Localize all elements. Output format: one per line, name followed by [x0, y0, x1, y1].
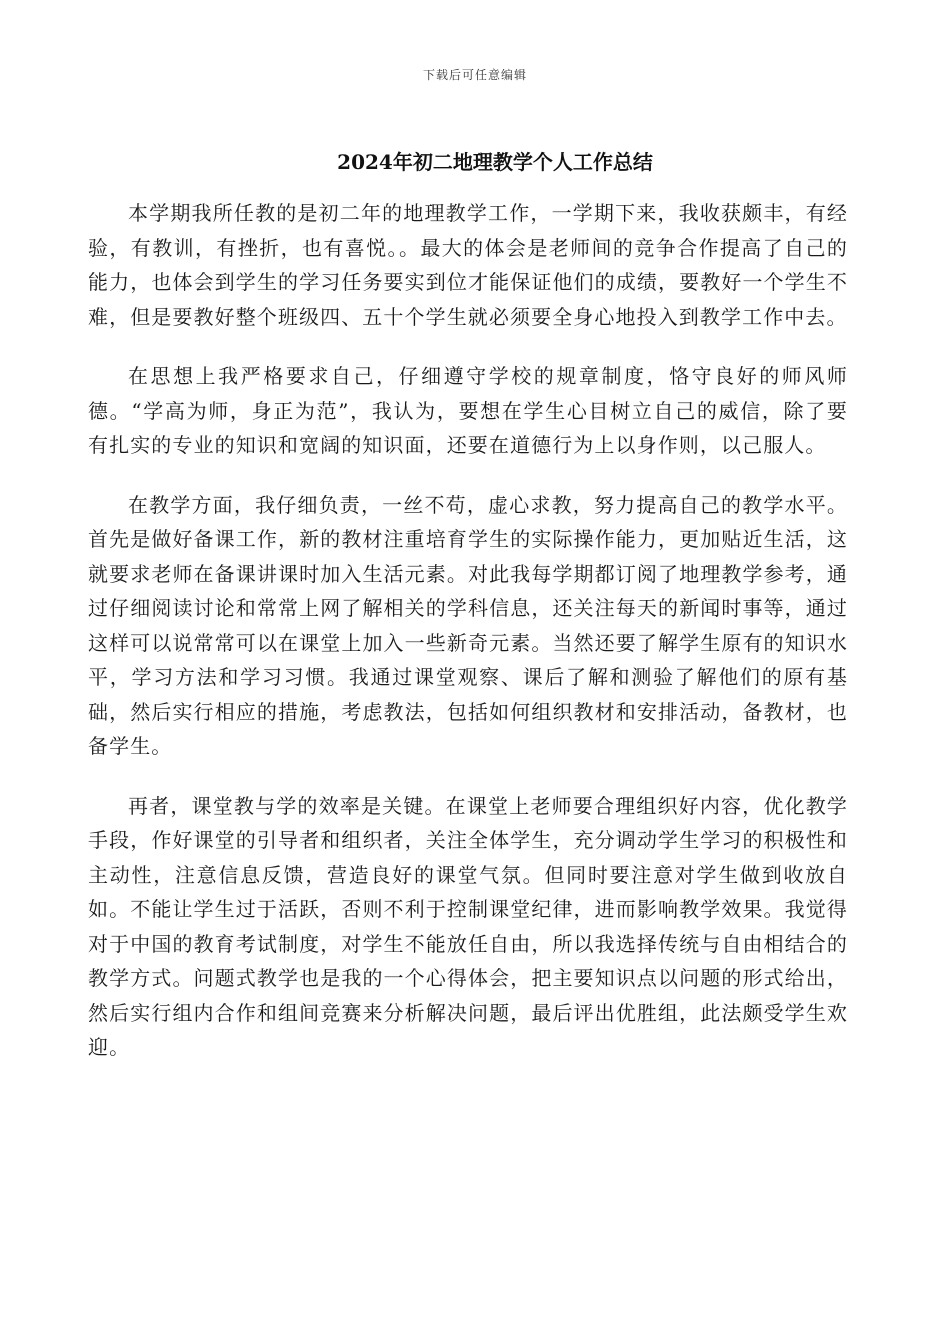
paragraph-3: 在教学方面，我仔细负责，一丝不苟，虚心求教，努力提高自己的教学水平。首先是做好备课工作，新的教材注重培育学生的实际操作能力，更加贴近生活，这就要求老师在备课讲课时加入生活元素。对此我每学期都订阅了地理教学参考，通过仔细阅读讨论和常常上网了解相关的学科信息，还关注每天的新闻时事等，通过这样可以说常常可以在课堂上加入一些新奇元素。当然还要了解学生原有的知识水平，学习方法和学习习惯。我通过课堂观察、课后了解和测验了解他们的原有基础，然后实行相应的措施，考虑教法，包括如何组织教材和安排活动，备教材，也备学生。: [88, 492, 848, 758]
header-note: 下载后可任意编辑: [422, 68, 527, 82]
document-body: [88, 196, 848, 1090]
document-title: 2024年初二地理教学个人工作总结: [337, 150, 653, 174]
paragraph-4: 再者，课堂教与学的效率是关键。在课堂上老师要合理组织好内容，优化教学手段，作好课堂的引导者和组织者，关注全体学生，充分调动学生学习的积极性和主动性，注意信息反馈，营造良好的课堂气氛。但同时要注意对学生做到收放自如。不能让学生过于活跃，否则不利于控制课堂纪律，进而影响教学效果。我觉得对于中国的教育考试制度，对学生不能放任自由，所以我选择传统与自由相结合的教学方式。问题式教学也是我的一个心得体会，把主要知识点以问题的形式给出，然后实行组内合作和组间竞赛来分析解决问题，最后评出优胜组，此法颇受学生欢迎。: [88, 793, 848, 1059]
paragraph-2: 在思想上我严格要求自己，仔细遵守学校的规章制度，恪守良好的师风师德。“学高为师，身正为范”，我认为，要想在学生心目树立自己的威信，除了要有扎实的专业的知识和宽阔的知识面，还要在道德行为上以身作则，以己服人。: [88, 364, 848, 457]
paragraph-1: 本学期我所任教的是初二年的地理教学工作，一学期下来，我收获颇丰，有经验，有教训，有挫折，也有喜悦。。最大的体会是老师间的竞争合作提高了自己的能力，也体会到学生的学习任务要实到位才能保证他们的成绩，要教好一个学生不难，但是要教好整个班级四、五十个学生就必须要全身心地投入到教学工作中去。: [88, 201, 848, 329]
